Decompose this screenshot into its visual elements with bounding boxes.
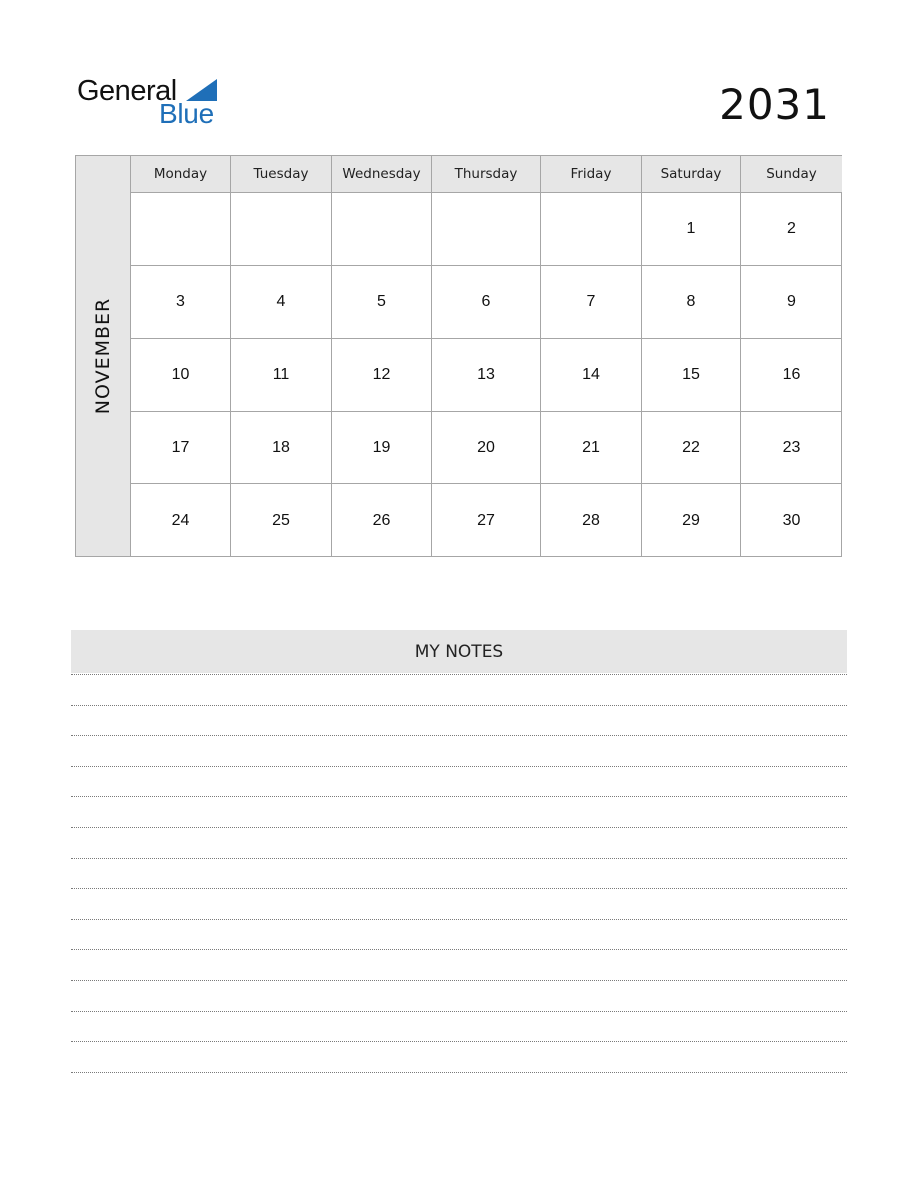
day-cell: 7 — [541, 266, 642, 339]
day-cell: 25 — [231, 484, 332, 557]
month-label-column — [76, 156, 131, 556]
day-cell: 11 — [231, 339, 332, 412]
day-cell — [541, 193, 642, 266]
note-line — [71, 735, 847, 736]
brand-logo — [77, 74, 227, 130]
day-cell: 1 — [642, 193, 741, 266]
day-cell: 26 — [332, 484, 432, 557]
day-cell: 9 — [741, 266, 842, 339]
note-line — [71, 858, 847, 859]
day-cell: 4 — [231, 266, 332, 339]
day-cell: 3 — [131, 266, 231, 339]
note-line — [71, 827, 847, 828]
weekday-header-thursday: Thursday — [432, 156, 541, 193]
day-cell: 15 — [642, 339, 741, 412]
brand-name-general: General — [77, 75, 177, 107]
day-cell: 23 — [741, 412, 842, 484]
note-line — [71, 766, 847, 767]
day-cell: 8 — [642, 266, 741, 339]
note-line — [71, 888, 847, 889]
weekday-header-tuesday: Tuesday — [231, 156, 332, 193]
day-cell: 21 — [541, 412, 642, 484]
weekday-header-friday: Friday — [541, 156, 642, 193]
day-cell: 24 — [131, 484, 231, 557]
day-cell: 18 — [231, 412, 332, 484]
notes-header: MY NOTES — [71, 630, 847, 673]
note-line — [71, 1072, 847, 1073]
note-line — [71, 980, 847, 981]
day-cell: 20 — [432, 412, 541, 484]
day-cell: 27 — [432, 484, 541, 557]
weekday-header-monday: Monday — [131, 156, 231, 193]
calendar-grid — [75, 155, 842, 557]
day-cell: 10 — [131, 339, 231, 412]
weekday-header-saturday: Saturday — [642, 156, 741, 193]
day-cell: 12 — [332, 339, 432, 412]
day-cell: 22 — [642, 412, 741, 484]
day-cell — [432, 193, 541, 266]
brand-name-blue: Blue — [159, 98, 214, 129]
day-cell: 19 — [332, 412, 432, 484]
day-cell — [332, 193, 432, 266]
day-cell: 14 — [541, 339, 642, 412]
day-cell: 17 — [131, 412, 231, 484]
day-cell: 2 — [741, 193, 842, 266]
note-line — [71, 1011, 847, 1012]
note-line — [71, 1041, 847, 1042]
day-cell: 5 — [332, 266, 432, 339]
day-cell: 6 — [432, 266, 541, 339]
note-line — [71, 919, 847, 920]
weekday-header-sunday: Sunday — [741, 156, 842, 193]
year-title: 2031 — [719, 80, 830, 129]
weekday-header-wednesday: Wednesday — [332, 156, 432, 193]
note-line — [71, 705, 847, 706]
day-cell — [231, 193, 332, 266]
month-label: NOVEMBER — [92, 297, 114, 415]
day-cell — [131, 193, 231, 266]
note-line — [71, 949, 847, 950]
note-line — [71, 796, 847, 797]
day-cell: 13 — [432, 339, 541, 412]
day-cell: 30 — [782, 511, 801, 529]
day-cell: 29 — [642, 484, 741, 557]
note-line — [71, 674, 847, 675]
day-cell: 16 — [741, 339, 842, 412]
day-cell: 28 — [541, 484, 642, 557]
